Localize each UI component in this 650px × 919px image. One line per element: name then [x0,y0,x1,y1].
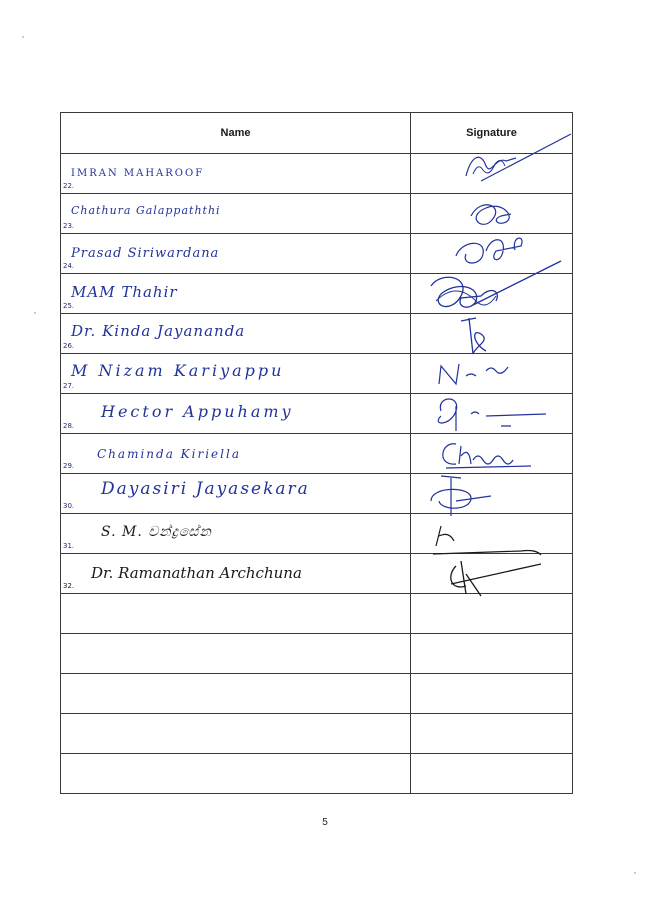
scan-speck [22,36,24,38]
page-number: 5 [322,817,328,828]
row-number: 26. [63,342,75,350]
table-row [61,554,573,594]
handwritten-name: M Nizam Kariyappu [71,361,285,380]
name-cell [61,594,411,634]
handwritten-name: S. M. චන්ද්‍රසේන [101,524,212,540]
name-cell [61,234,411,274]
signature-cell [411,554,573,594]
signature-column-header: Signature [411,113,573,154]
row-number: 31. [63,542,75,550]
name-cell [61,354,411,394]
name-cell [61,154,411,194]
scan-speck [34,312,36,314]
scan-speck [634,872,636,874]
row-number: 32. [63,582,75,590]
row-number: 29. [63,462,75,470]
handwritten-name: Dayasiri Jayasekara [101,479,310,499]
name-cell [61,314,411,354]
name-cell [61,194,411,234]
signature-cell [411,634,573,674]
handwritten-signature [411,546,573,596]
name-column-header: Name [61,113,411,154]
handwritten-name: MAM Thahir [71,283,178,301]
handwritten-name: IMRAN MAHAROOF [71,168,205,179]
attendance-table [60,112,573,794]
signature-cell [411,714,573,754]
row-number: 28. [63,422,75,430]
table-row [61,594,573,634]
handwritten-name: Chaminda Kiriella [97,447,241,461]
handwritten-name: Chathura Galappaththi [71,204,221,217]
name-cell [61,674,411,714]
name-cell [61,714,411,754]
name-cell [61,474,411,514]
table-row [61,714,573,754]
row-number: 23. [63,222,75,230]
name-cell [61,394,411,434]
name-cell [61,554,411,594]
row-number: 30. [63,502,75,510]
name-cell [61,754,411,794]
handwritten-name: Prasad Siriwardana [71,246,220,261]
name-cell [61,514,411,554]
name-cell [61,434,411,474]
row-number: 25. [63,302,75,310]
handwritten-name: Dr. Kinda Jayananda [71,322,246,340]
signature-cell [411,674,573,714]
name-cell [61,274,411,314]
row-number: 22. [63,182,75,190]
row-number: 27. [63,382,75,390]
row-number: 24. [63,262,75,270]
signature-cell [411,594,573,634]
handwritten-name: Dr. Ramanathan Archchuna [91,564,302,582]
handwritten-name: Hector Appuhamy [101,402,294,421]
signature-cell [411,754,573,794]
table-row [61,674,573,714]
table-row [61,754,573,794]
name-cell [61,634,411,674]
table-row [61,634,573,674]
